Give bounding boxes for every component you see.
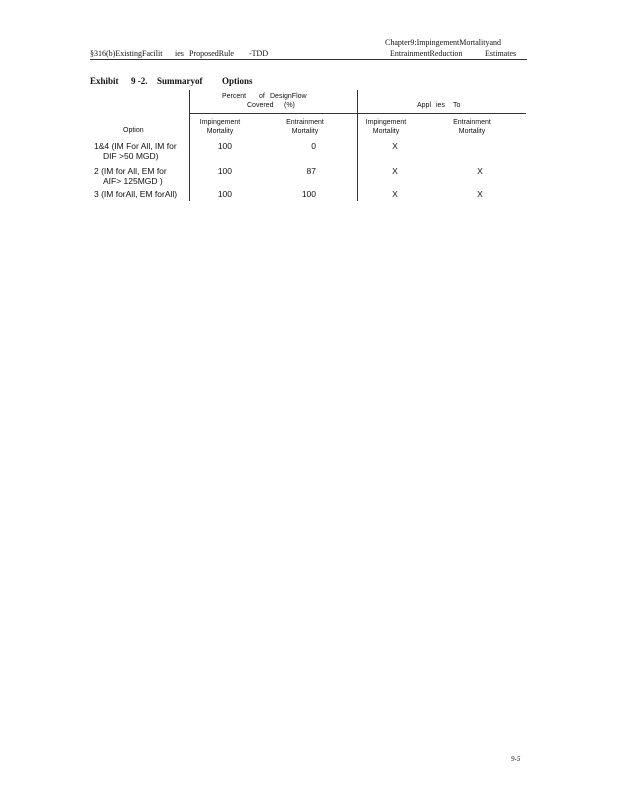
- table-row-2-option-line1: 2 (IM for All, EM for: [94, 166, 167, 176]
- col-header-entrainment-pct-line2: Mortality: [291, 128, 319, 135]
- doc-title-part4: -TDD: [249, 49, 269, 58]
- table-row-3-impingement-applies: X: [392, 189, 398, 199]
- group1-pct-unit: (%): [284, 102, 295, 109]
- table-row-3-entrainment-pct: 100: [301, 189, 316, 199]
- group1-covered: Covered: [247, 102, 274, 109]
- page-number: 9-5: [511, 755, 521, 763]
- group2-appl: Appl: [417, 102, 432, 109]
- table-row-3-impingement-pct: 100: [217, 189, 232, 199]
- exhibit-label: Exhibit: [90, 76, 119, 86]
- chapter-title-line1: Chapter9:ImpingementMortalityand: [385, 38, 501, 47]
- exhibit-title-part2: Options: [222, 76, 253, 86]
- col-header-impingement-applies-line2: Mortality: [372, 128, 400, 135]
- exhibit-title-part1: Summaryof: [157, 76, 203, 86]
- table-row-3-option-line1: 3 (IM forAll, EM forAll): [94, 189, 178, 199]
- group1-percent: Percent: [222, 93, 247, 100]
- doc-title-part2: ies: [175, 49, 184, 58]
- table-hrule-groups: [189, 113, 526, 114]
- col-header-entrainment-pct-line1: Entrainment: [286, 119, 324, 126]
- group2-to: To: [453, 102, 461, 109]
- doc-title-part1: §316(b)ExistingFacilit: [90, 49, 163, 58]
- table-vrule-mid: [357, 90, 358, 201]
- col-header-entrainment-pct: [280, 118, 330, 136]
- col-header-impingement-pct-line1: Impingement: [199, 119, 241, 126]
- table-row-1-option-line2: DIF >50 MGD): [103, 151, 159, 161]
- table-row-3-entrainment-applies: X: [477, 189, 483, 199]
- exhibit-number: 9 -2.: [131, 76, 148, 86]
- group1-of: of: [259, 93, 265, 100]
- chapter-title-line2b: Estimates: [485, 49, 517, 58]
- table-vrule-left: [189, 90, 190, 201]
- table-row-1-entrainment-pct: 0: [311, 141, 316, 151]
- header-rule: [90, 59, 527, 60]
- table-row-2-option-line2: AIF> 125MGD ): [103, 176, 163, 186]
- group1-designflow: DesignFlow: [270, 93, 307, 100]
- col-header-impingement-pct: [195, 118, 245, 136]
- col-header-option: Option: [123, 127, 144, 134]
- table-row-2-impingement-applies: X: [392, 166, 398, 176]
- chapter-title-line2: EntrainmentReduction: [390, 49, 463, 58]
- col-header-entrainment-applies-line1: Entrainment: [453, 119, 491, 126]
- col-header-impingement-applies: [361, 118, 411, 136]
- table-row-2-entrainment-pct: 87: [306, 166, 316, 176]
- col-header-impingement-applies-line1: Impingement: [365, 119, 407, 126]
- group2-ies: ies: [436, 102, 445, 109]
- table-row-1-impingement-applies: X: [392, 141, 398, 151]
- table-row-1-impingement-pct: 100: [217, 141, 232, 151]
- col-header-impingement-pct-line2: Mortality: [206, 128, 234, 135]
- doc-title-part3: ProposedRule: [189, 49, 234, 58]
- table-row-2-impingement-pct: 100: [217, 166, 232, 176]
- table-row-1-option-line1: 1&4 (IM For All, IM for: [94, 141, 177, 151]
- table-row-2-entrainment-applies: X: [477, 166, 483, 176]
- col-header-entrainment-applies-line2: Mortality: [458, 128, 486, 135]
- col-header-entrainment-applies: [447, 118, 497, 136]
